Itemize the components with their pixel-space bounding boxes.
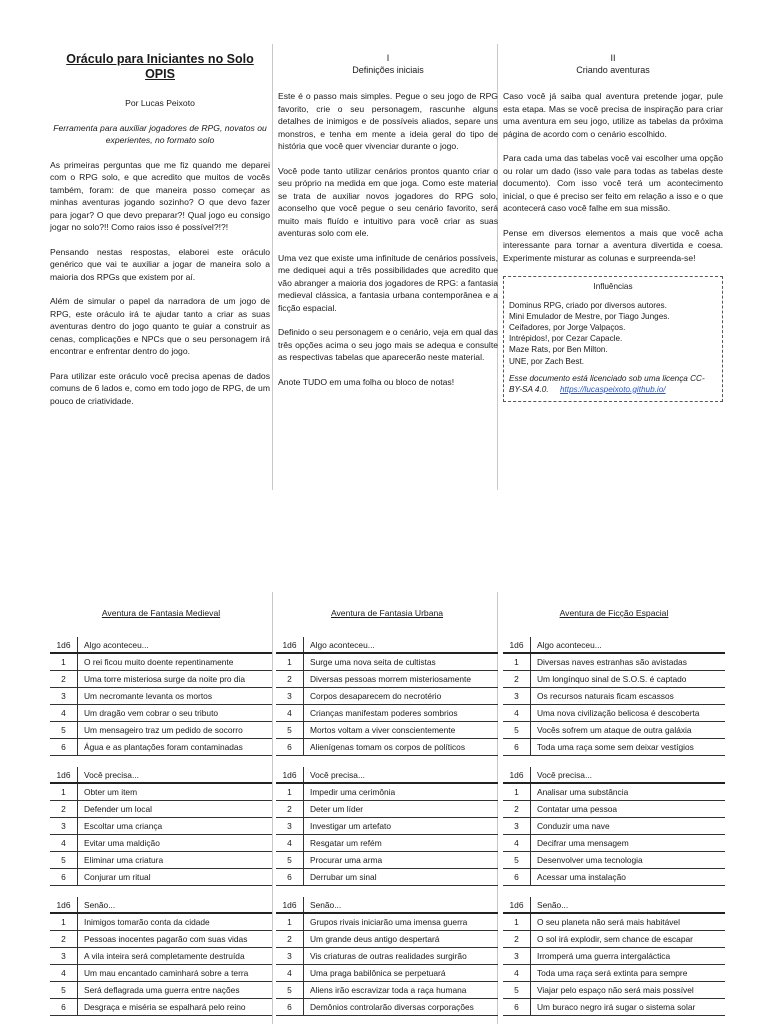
roll-number: 6 — [503, 739, 531, 756]
roll-table — [50, 897, 272, 1016]
roll-result: Corpos desaparecem do necrotério — [304, 688, 499, 705]
intro-paragraph-3: Além de simular o papel da narradora de um jogo de RPG, este oráculo irá te ajudar tanto a criar as suas aventuras dentro do jogo quanto te guiar a construir as cenas, complicações e NPCs que o seu personagem irá encontrar e enfrentar dentro do jogo. — [50, 296, 270, 356]
die-label: 1d6 — [50, 897, 78, 913]
table-row — [50, 801, 272, 818]
table-row — [50, 931, 272, 948]
roll-result: Pessoas inocentes pagarão com suas vidas — [78, 931, 273, 948]
roll-number: 1 — [503, 783, 531, 801]
roll-number: 1 — [50, 913, 78, 931]
roll-table — [503, 637, 725, 756]
table-header-row — [50, 637, 272, 653]
table-row — [503, 948, 725, 965]
roll-result: Conduzir uma nave — [531, 818, 726, 835]
roll-number: 1 — [503, 913, 531, 931]
column-divider-1 — [272, 44, 273, 490]
roll-result: Toda uma raça some sem deixar vestígios — [531, 739, 726, 756]
roll-number: 6 — [276, 739, 304, 756]
roll-number: 3 — [276, 948, 304, 965]
table-row — [503, 999, 725, 1016]
table-row — [50, 783, 272, 801]
roll-result: Desenvolver uma tecnologia — [531, 852, 726, 869]
roll-table — [276, 767, 498, 886]
roll-number: 5 — [50, 982, 78, 999]
table-row — [503, 852, 725, 869]
roll-number: 6 — [503, 999, 531, 1016]
table-row — [276, 965, 498, 982]
table-row — [276, 948, 498, 965]
roll-number: 2 — [503, 801, 531, 818]
table-row — [276, 801, 498, 818]
table-header-row — [503, 767, 725, 783]
section-ii-paragraph-3: Pense em diversos elementos a mais que você acha interessante para tornar a aventura divertida e coesa. Experimente misturar as colunas e surpreenda-se! — [503, 227, 723, 263]
roll-number: 6 — [50, 869, 78, 886]
roll-result: Conjurar um ritual — [78, 869, 273, 886]
roll-number: 1 — [276, 653, 304, 671]
table-title: Aventura de Fantasia Medieval — [101, 608, 221, 618]
roll-number: 5 — [276, 852, 304, 869]
roll-result: Será deflagrada uma guerra entre nações — [78, 982, 273, 999]
roll-result: Vocês sofrem um ataque de outra galáxia — [531, 722, 726, 739]
roll-result: Aliens irão escravizar toda a raça humana — [304, 982, 499, 999]
roll-table — [503, 897, 725, 1016]
table-row — [50, 722, 272, 739]
roll-number: 3 — [50, 948, 78, 965]
table-row — [50, 705, 272, 722]
table-row — [276, 852, 498, 869]
table-row — [276, 739, 498, 756]
roll-result: Um dragão vem cobrar o seu tributo — [78, 705, 273, 722]
license-text: Esse documento está licenciado sob uma licença CC-BY-SA 4.0. — [509, 373, 705, 394]
die-label: 1d6 — [50, 637, 78, 653]
roll-number: 5 — [503, 722, 531, 739]
roll-number: 5 — [276, 982, 304, 999]
roll-result: Uma nova civilização belicosa é descoberta — [531, 705, 726, 722]
table-title: Aventura de Fantasia Urbana — [330, 608, 444, 618]
table-header: Você precisa... — [304, 767, 499, 783]
roll-result: Um grande deus antigo despertará — [304, 931, 499, 948]
influence-item: UNE, por Zach Best. — [509, 356, 585, 366]
roll-number: 2 — [276, 671, 304, 688]
die-label: 1d6 — [503, 637, 531, 653]
table-row — [276, 869, 498, 886]
table-row — [50, 965, 272, 982]
roll-number: 6 — [503, 869, 531, 886]
roll-result: Uma torre misteriosa surge da noite pro dia — [78, 671, 273, 688]
roll-number: 4 — [276, 835, 304, 852]
roll-result: Acessar uma instalação — [531, 869, 726, 886]
roll-result: Demônios controlarão diversas corporações — [304, 999, 499, 1016]
roll-result: Um buraco negro irá sugar o sistema solar — [531, 999, 726, 1016]
table-row — [50, 869, 272, 886]
die-label: 1d6 — [276, 767, 304, 783]
table-row — [50, 671, 272, 688]
table-header-row — [276, 637, 498, 653]
roll-result: Obter um item — [78, 783, 273, 801]
table-header-row — [50, 897, 272, 913]
table-row — [50, 948, 272, 965]
roll-number: 4 — [50, 835, 78, 852]
table-row — [50, 835, 272, 852]
die-label: 1d6 — [276, 637, 304, 653]
roll-number: 1 — [50, 653, 78, 671]
table-row — [276, 999, 498, 1016]
roll-number: 1 — [276, 783, 304, 801]
roll-result: Desgraça e miséria se espalhará pelo reino — [78, 999, 273, 1016]
roll-number: 1 — [50, 783, 78, 801]
license-note — [509, 373, 717, 395]
roll-table — [503, 767, 725, 886]
roll-number: 4 — [503, 965, 531, 982]
roll-result: Resgatar um refém — [304, 835, 499, 852]
section-ii-paragraph-1: Caso você já saiba qual aventura pretende jogar, pule esta etapa. Mas se você precisa de inspiração para criar uma aventura em seu jogo, utilize as tabelas da próxima página de acordo com o cenário escolhido. — [503, 91, 723, 139]
roll-result: Uma praga babilônica se perpetuará — [304, 965, 499, 982]
intro-paragraph-1: As primeiras perguntas que me fiz quando me deparei com o RPG solo, e que acredito que muitos de vocês também, foram: de que maneira posso começar as minhas aventuras jogando sozinho? O que devo fazer para jogar? O que devo preparar?! Qual jogo eu consigo jogar no solo?!! Como raios isso é possível?!?! — [50, 159, 270, 232]
table-row — [50, 982, 272, 999]
table-divider-1 — [272, 592, 273, 1024]
table-row — [276, 835, 498, 852]
roll-result: Deter um líder — [304, 801, 499, 818]
influence-item: Ceifadores, por Jorge Valpaços. — [509, 323, 626, 333]
roll-number: 2 — [50, 671, 78, 688]
section-heading: Definições iniciais — [352, 65, 424, 75]
roll-number: 2 — [503, 931, 531, 948]
roll-result: O seu planeta não será mais habitável — [531, 913, 726, 931]
table-row — [276, 783, 498, 801]
author-line: Por Lucas Peixoto — [125, 98, 195, 108]
roll-result: Derrubar um sinal — [304, 869, 499, 886]
section-ii-column — [503, 38, 723, 402]
roll-result: Um mensageiro traz um pedido de socorro — [78, 722, 273, 739]
table-row — [50, 818, 272, 835]
roll-number: 4 — [503, 705, 531, 722]
die-label: 1d6 — [276, 897, 304, 913]
roll-result: Os recursos naturais ficam escassos — [531, 688, 726, 705]
section-numeral: I — [386, 53, 390, 63]
intro-column — [50, 38, 270, 419]
roll-result: Irromperá uma guerra intergaláctica — [531, 948, 726, 965]
table-header: Senão... — [304, 897, 499, 913]
roll-result: Toda uma raça será extinta para sempre — [531, 965, 726, 982]
table-header-row — [276, 767, 498, 783]
roll-number: 6 — [50, 999, 78, 1016]
die-label: 1d6 — [50, 767, 78, 783]
table-header: Algo aconteceu... — [531, 637, 726, 653]
table-row — [503, 869, 725, 886]
roll-number: 6 — [50, 739, 78, 756]
roll-result: Viajar pelo espaço não será mais possível — [531, 982, 726, 999]
roll-result: O rei ficou muito doente repentinamente — [78, 653, 273, 671]
table-row — [276, 705, 498, 722]
section-heading: Criando aventuras — [576, 65, 650, 75]
section-i-paragraph-4: Definido o seu personagem e o cenário, veja em qual das três opções acima o seu jogo mais se adequa e consulte as respectivas tabelas que aparecerão neste material. — [278, 327, 498, 362]
table-header-row — [503, 637, 725, 653]
roll-number: 2 — [276, 801, 304, 818]
roll-result: Diversas pessoas morrem misteriosamente — [304, 671, 499, 688]
roll-result: Procurar uma arma — [304, 852, 499, 869]
roll-result: Grupos rivais iniciarão uma imensa guerra — [304, 913, 499, 931]
roll-result: Água e as plantações foram contaminadas — [78, 739, 273, 756]
table-row — [50, 913, 272, 931]
roll-result: A vila inteira será completamente destruída — [78, 948, 273, 965]
table-row — [276, 722, 498, 739]
roll-number: 3 — [50, 818, 78, 835]
die-label: 1d6 — [503, 897, 531, 913]
roll-result: Um longínquo sinal de S.O.S. é captado — [531, 671, 726, 688]
table-header: Algo aconteceu... — [78, 637, 273, 653]
roll-result: Eliminar uma criatura — [78, 852, 273, 869]
table-header-row — [503, 897, 725, 913]
roll-result: Defender um local — [78, 801, 273, 818]
table-row — [276, 931, 498, 948]
table-row — [50, 739, 272, 756]
roll-number: 4 — [276, 705, 304, 722]
intro-paragraph-2: Pensando nestas respostas, elaborei este oráculo genérico que vai te auxiliar a jogar de maneira solo a maioria dos RPGs que existem por aí. — [50, 246, 270, 282]
roll-number: 5 — [50, 852, 78, 869]
roll-number: 2 — [50, 931, 78, 948]
section-i-paragraph-5: Anote TUDO em uma folha ou bloco de notas! — [278, 376, 455, 387]
roll-number: 3 — [276, 688, 304, 705]
roll-result: Evitar uma maldição — [78, 835, 273, 852]
table-row — [503, 722, 725, 739]
table-row — [50, 653, 272, 671]
roll-number: 2 — [50, 801, 78, 818]
roll-result: Mortos voltam a viver conscientemente — [304, 722, 499, 739]
table-title: Aventura de Ficção Espacial — [559, 608, 669, 618]
influence-item: Intrépidos!, por Cezar Capacle. — [509, 334, 623, 344]
website-link[interactable]: https://lucaspeixoto.github.io/ — [559, 384, 666, 394]
roll-result: Investigar um artefato — [304, 818, 499, 835]
table-header: Você precisa... — [531, 767, 726, 783]
table-header-row — [50, 767, 272, 783]
table-row — [503, 818, 725, 835]
table-row — [503, 783, 725, 801]
roll-table — [50, 637, 272, 756]
roll-result: Escoltar uma criança — [78, 818, 273, 835]
table-header: Senão... — [78, 897, 273, 913]
roll-result: Um mau encantado caminhará sobre a terra — [78, 965, 273, 982]
roll-result: Contatar uma pessoa — [531, 801, 726, 818]
influence-item: Maze Rats, por Ben Milton. — [509, 345, 608, 355]
section-i-paragraph-2: Você pode tanto utilizar cenários prontos quanto criar o seu próprio na medida em que joga. Como este material se trata de auxiliar novos jogadores do RPG solo, aconselho que você pegue o seu cenário favorito, será muito mais fluído e intuitivo para você criar as suas aventuras solo com ele. — [278, 165, 498, 238]
table-row — [503, 931, 725, 948]
table-header: Algo aconteceu... — [304, 637, 499, 653]
subtitle: Ferramenta para auxiliar jogadores de RPG, novatos ou experientes, no formato solo — [53, 122, 267, 145]
roll-table — [276, 637, 498, 756]
roll-number: 3 — [503, 948, 531, 965]
roll-result: Inimigos tomarão conta da cidade — [78, 913, 273, 931]
roll-number: 5 — [503, 852, 531, 869]
roll-number: 3 — [276, 818, 304, 835]
roll-result: Decifrar uma mensagem — [531, 835, 726, 852]
table-header: Você precisa... — [78, 767, 273, 783]
roll-number: 6 — [276, 869, 304, 886]
table-row — [276, 982, 498, 999]
roll-number: 2 — [503, 671, 531, 688]
roll-number: 5 — [503, 982, 531, 999]
table-row — [276, 818, 498, 835]
table-row — [276, 671, 498, 688]
table-header: Senão... — [531, 897, 726, 913]
roll-result: Um necromante levanta os mortos — [78, 688, 273, 705]
table-column-medieval — [50, 607, 272, 1027]
roll-result: Diversas naves estranhas são avistadas — [531, 653, 726, 671]
table-row — [50, 852, 272, 869]
table-row — [503, 982, 725, 999]
table-row — [50, 688, 272, 705]
table-row — [503, 705, 725, 722]
die-label: 1d6 — [503, 767, 531, 783]
table-row — [503, 835, 725, 852]
section-ii-paragraph-2: Para cada uma das tabelas você vai escolher uma opção ou rolar um dado (isso vale para todas as tabelas deste documento). Com isso você terá um acontecimento inicial, o que é preciso ser feito em relação a isso e o que acontecerá caso você falhe em sua missão. — [503, 153, 723, 213]
table-row — [503, 688, 725, 705]
table-row — [503, 913, 725, 931]
table-row — [503, 671, 725, 688]
table-row — [503, 965, 725, 982]
table-row — [503, 653, 725, 671]
table-column-urbana — [276, 607, 498, 1027]
table-column-espacial — [503, 607, 725, 1027]
roll-number: 4 — [50, 705, 78, 722]
section-numeral: II — [610, 53, 616, 63]
roll-result: O sol irá explodir, sem chance de escapar — [531, 931, 726, 948]
roll-number: 2 — [276, 931, 304, 948]
intro-paragraph-4: Para utilizar este oráculo você precisa apenas de dados comuns de 6 lados e, como em todo jogo de RPG, de um pouco de criatividade. — [50, 370, 270, 406]
influence-item: Mini Emulador de Mestre, por Tiago Junges. — [509, 312, 670, 322]
roll-table — [276, 897, 498, 1016]
table-row — [276, 688, 498, 705]
roll-number: 5 — [50, 722, 78, 739]
table-row — [276, 913, 498, 931]
roll-number: 4 — [50, 965, 78, 982]
influences-box — [503, 276, 723, 402]
table-header-row — [276, 897, 498, 913]
roll-number: 5 — [276, 722, 304, 739]
roll-result: Impedir uma cerimônia — [304, 783, 499, 801]
roll-result: Crianças manifestam poderes sombrios — [304, 705, 499, 722]
roll-table — [50, 767, 272, 886]
roll-result: Alienígenas tomam os corpos de políticos — [304, 739, 499, 756]
influences-title: Influências — [593, 282, 633, 291]
table-row — [503, 801, 725, 818]
roll-result: Surge uma nova seita de cultistas — [304, 653, 499, 671]
roll-result: Vis criaturas de outras realidades surgirão — [304, 948, 499, 965]
section-i-paragraph-1: Este é o passo mais simples. Pegue o seu jogo de RPG favorito, crie o seu personagem, rascunhe alguns detalhes de inimigos e de possíveis aliados, separe uns monstros, e tenha em mente a ideia geral do tipo de história que você quer vivenciar durante o jogo. — [278, 91, 498, 151]
roll-number: 3 — [503, 818, 531, 835]
roll-number: 3 — [503, 688, 531, 705]
roll-result: Analisar uma substância — [531, 783, 726, 801]
roll-number: 1 — [276, 913, 304, 931]
influence-item: Dominus RPG, criado por diversos autores. — [509, 301, 667, 311]
roll-number: 4 — [276, 965, 304, 982]
table-row — [276, 653, 498, 671]
table-row — [50, 999, 272, 1016]
roll-number: 1 — [503, 653, 531, 671]
table-row — [503, 739, 725, 756]
section-i-paragraph-3: Uma vez que existe uma infinitude de cenários possíveis, me dediquei aqui a três possibilidades que acredito que vão abranger a maioria dos jogadores de RPG: a fantasia medieval clássica, a fantasia urbana contemporânea e a ficção espacial. — [278, 252, 498, 313]
roll-number: 4 — [503, 835, 531, 852]
section-i-column — [278, 38, 498, 400]
roll-number: 6 — [276, 999, 304, 1016]
roll-number: 3 — [50, 688, 78, 705]
document-title: Oráculo para Iniciantes no Solo OPIS — [66, 52, 254, 81]
